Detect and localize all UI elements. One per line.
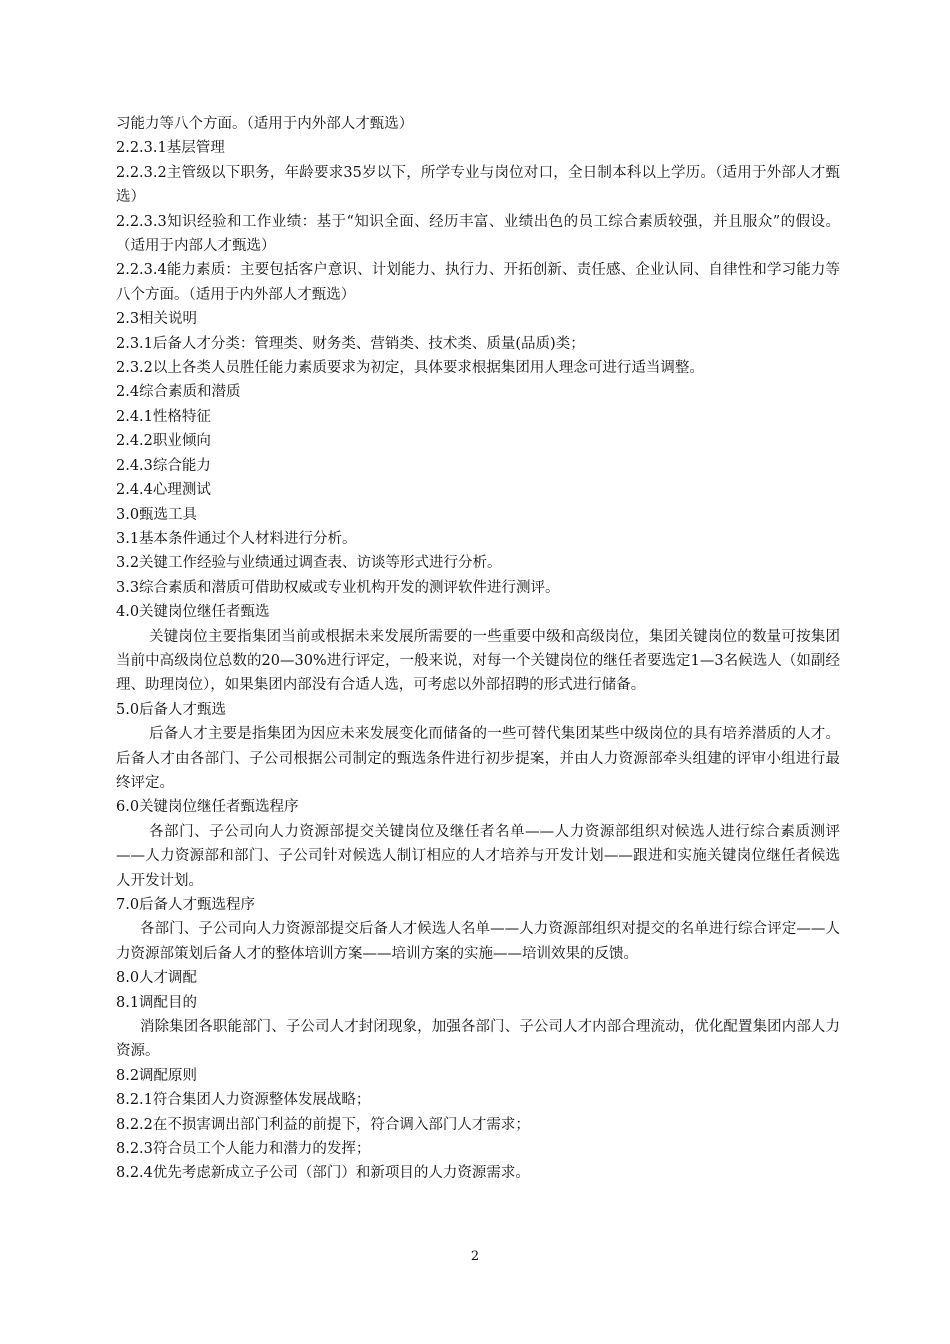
paragraph: 2.4.1性格特征 [116, 408, 211, 425]
paragraph: 2.2.3.1基层管理 [116, 140, 225, 157]
paragraph: 3.1基本条件通过个人材料进行分析。 [116, 530, 357, 547]
document-body [116, 112, 840, 1186]
paragraph: 8.1调配目的 [116, 994, 198, 1011]
paragraph: 2.3相关说明 [116, 311, 198, 328]
paragraph: 2.4.4心理测试 [116, 482, 211, 499]
paragraph: 2.2.3.4能力素质：主要包括客户意识、计划能力、执行力、开拓创新、责任感、企业认同、自律性和学习能力等八个方面。（适用于内外部人才甄选） [116, 262, 840, 303]
paragraph: 3.0甄选工具 [116, 506, 198, 523]
page-number: 2 [470, 1249, 480, 1264]
paragraph: 2.4.3综合能力 [116, 457, 211, 474]
paragraph: 5.0后备人才甄选 [116, 701, 227, 718]
paragraph: 2.2.3.3知识经验和工作业绩：基于“知识全面、经历丰富、业绩出色的员工综合素质较强，并且服众”的假设。（适用于内部人才甄选） [116, 213, 840, 255]
paragraph: 2.3.2以上各类人员胜任能力素质要求为初定，具体要求根据集团用人理念可进行适当调整。 [116, 360, 704, 377]
paragraph: 8.2.3符合员工个人能力和潜力的发挥； [116, 1141, 371, 1158]
paragraph: 各部门、子公司向人力资源部提交关键岗位及继任者名单——人力资源部组织对候选人进行综合素质测评——人力资源部和部门、子公司针对候选人制订相应的人才培养与开发计划——跟进和实施关键岗位继任者候选人开发计划。 [116, 823, 840, 889]
paragraph: 8.2调配原则 [116, 1067, 198, 1084]
paragraph: 8.2.1符合集团人力资源整体发展战略； [116, 1092, 371, 1109]
paragraph: 2.3.1后备人才分类：管理类、财务类、营销类、技术类、质量(品质)类； [116, 335, 585, 352]
paragraph: 消除集团各职能部门、子公司人才封闭现象，加强各部门、子公司人才内部合理流动，优化配置集团内部人力资源。 [116, 1019, 840, 1060]
paragraph: 6.0关键岗位继任者甄选程序 [116, 799, 299, 816]
paragraph: 各部门、子公司向人力资源部提交后备人才候选人名单——人力资源部组织对提交的名单进行综合评定——人力资源部策划后备人才的整体培训方案——培训方案的实施——培训效果的反馈。 [116, 921, 840, 962]
paragraph: 后备人才主要是指集团为因应未来发展变化而储备的一些可替代集团某些中级岗位的具有培养潜质的人才。后备人才由各部门、子公司根据公司制定的甄选条件进行初步提案，并由人力资源部牵头组建的评审小组进行最终评定。 [116, 726, 840, 791]
paragraph: 2.4综合素质和潜质 [116, 384, 241, 401]
paragraph: 3.3综合素质和潜质可借助权威或专业机构开发的测评软件进行测评。 [116, 579, 560, 596]
paragraph: 关键岗位主要指集团当前或根据未来发展所需要的一些重要中级和高级岗位，集团关键岗位的数量可按集团当前中高级岗位总数的20—30%进行评定，一般来说，对每一个关键岗位的继任者要选定1—3名候选人（如副经理、助理岗位），如果集团内部没有合适人选，可考虑以外部招聘的形式进行储备。 [116, 628, 840, 694]
paragraph: 2.2.3.2主管级以下职务，年龄要求35岁以下，所学专业与岗位对口，全日制本科以上学历。（适用于外部人才甄选） [116, 164, 840, 206]
paragraph: 2.4.2职业倾向 [116, 433, 211, 450]
paragraph: 习能力等八个方面。（适用于内外部人才甄选） [116, 116, 414, 132]
paragraph: 4.0关键岗位继任者甄选 [116, 604, 270, 621]
paragraph: 3.2关键工作经验与业绩通过调查表、访谈等形式进行分析。 [116, 555, 502, 572]
paragraph: 8.2.4优先考虑新成立子公司（部门）和新项目的人力资源需求。 [116, 1165, 530, 1182]
paragraph: 7.0后备人才甄选程序 [116, 897, 256, 913]
paragraph: 8.0人才调配 [116, 970, 198, 987]
paragraph: 8.2.2在不损害调出部门利益的前提下，符合调入部门人才需求； [116, 1116, 530, 1133]
